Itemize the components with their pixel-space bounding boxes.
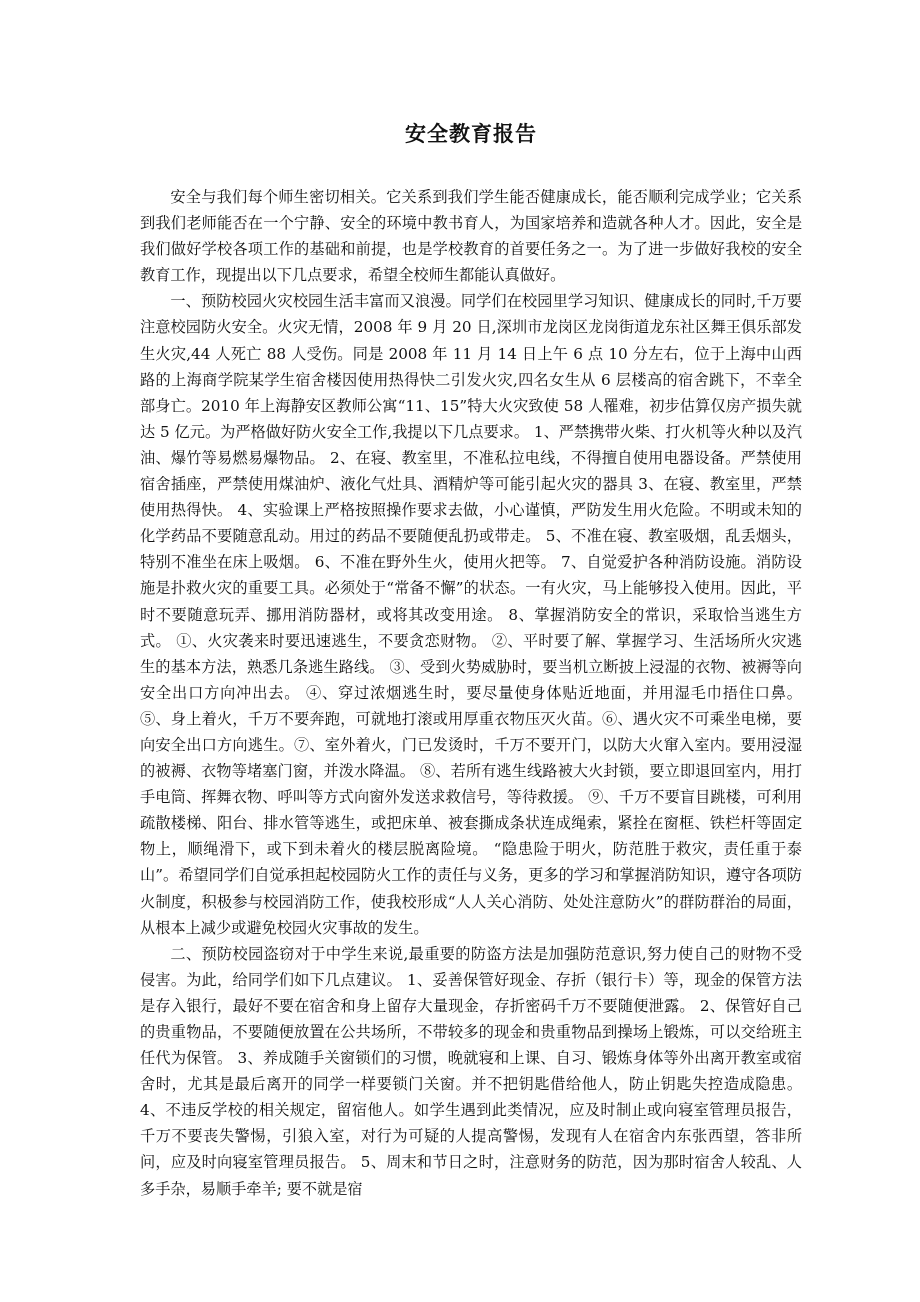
paragraph-intro: 安全与我们每个师生密切相关。它关系到我们学生能否健康成长，能否顺利完成学业；它关系到我们老师能否在一个宁静、安全的环境中教书育人，为国家培养和造就各种人才。因此，安全是我们做好学校各项工作的基础和前提，也是学校教育的首要任务之一。为了进一步做好我校的安全教育工作，现提出以下几点要求，希望全校师生都能认真做好。 bbox=[140, 188, 802, 285]
paragraph-fire-prevention: 一、预防校园火灾校园生活丰富而又浪漫。同学们在校园里学习知识、健康成长的同时,千万要注意校园防火安全。火灾无情，2008 年 9 月 20 日,深圳市龙岗区龙岗街道龙东社区舞王俱乐部发生火灾,44 人死亡 88 人受伤。同是 2008 年 11 月 14 日上午 6 点 10 分左右，位于上海中山西路的上海商学院某学生宿舍楼因使用热得快二引发火灾,四名女生从 6 层楼高的宿舍跳下，不幸全部身亡。2010 年上海静安区教师公寓“11、15”特大火灾致使 58 人罹难，初步估算仅房产损失就达 5 亿元。为严格做好防火安全工作,我提以下几点要求。 1、严禁携带火柴、打火机等火种以及汽油、爆竹等易燃易爆物品。 2、在寝、教室里，不准私拉电线，不得擅自使用电器设备。严禁使用宿舍插座，严禁使用煤油炉、液化气灶具、酒精炉等可能引起火灾的器具 3、在寝、教室里，严禁使用热得快。 4、实验课上严格按照操作要求去做，小心谨慎，严防发生用火危险。不明或未知的化学药品不要随意乱动。用过的药品不要随便乱扔或带走。 5、不准在寝、教室吸烟，乱丢烟头，特别不准坐在床上吸烟。 6、不准在野外生火，使用火把等。 7、自觉爱护各种消防设施。消防设施是扑救火灾的重要工具。必须处于“常备不懈”的状态。一有火灾，马上能够投入使用。因此，平时不要随意玩弄、挪用消防器材，或将其改变用途。 8、掌握消防安全的常识，采取恰当逃生方式。 ①、火灾袭来时要迅速逃生，不要贪恋财物。 ②、平时要了解、掌握学习、生活场所火灾逃生的基本方法，熟悉几条逃生路线。 ③、受到火势威胁时，要当机立断披上浸湿的衣物、被褥等向安全出口方向冲出去。 ④、穿过浓烟逃生时，要尽量使身体贴近地面，并用湿毛巾捂住口鼻。 ⑤、身上着火，千万不要奔跑，可就地打滚或用厚重衣物压灭火苗。⑥、遇火灾不可乘坐电梯，要向安全出口方向逃生。⑦、室外着火，门已发烫时，千万不要开门，以防大火窜入室内。要用浸湿的被褥、衣物等堵塞门窗，并泼水降温。 ⑧、若所有逃生线路被大火封锁，要立即退回室内，用打手电筒、挥舞衣物、呼叫等方式向窗外发送求救信号，等待救援。 ⑨、千万不要盲目跳楼，可利用疏散楼梯、阳台、排水管等逃生，或把床单、被套撕成条状连成绳索，紧拴在窗框、铁栏杆等固定物上，顺绳滑下，或下到未着火的楼层脱离险境。 “隐患险于明火，防范胜于救灾，责任重于泰山”。希望同学们自觉承担起校园防火工作的责任与义务，更多的学习和掌握消防知识，遵守各项防火制度，积极参与校园消防工作，使我校形成“人人关心消防、处处注意防火”的群防群治的局面，从根本上减少或避免校园火灾事故的发生。 bbox=[140, 292, 802, 937]
document-page bbox=[140, 118, 802, 1202]
paragraph-theft-prevention: 二、预防校园盗窃对于中学生来说,最重要的防盗方法是加强防范意识,努力使自己的财物不受侵害。为此，给同学们如下几点建议。 1、妥善保管好现金、存折（银行卡）等，现金的保管方法是存入银行，最好不要在宿舍和身上留存大量现金，存折密码千万不要随便泄露。 2、保管好自己的贵重物品，不要随便放置在公共场所，不带较多的现金和贵重物品到操场上锻炼，可以交给班主任代为保管。 3、养成随手关窗锁们的习惯，晚就寝和上课、自习、锻炼身体等外出离开教室或宿舍时，尤其是最后离开的同学一样要锁门关窗。并不把钥匙借给他人，防止钥匙失控造成隐患。 4、不违反学校的相关规定，留宿他人。如学生遇到此类情况，应及时制止或向寝室管理员报告，千万不要丧失警惕，引狼入室，对行为可疑的人提高警惕，发现有人在宿舍内东张西望，答非所问，应及时向寝室管理员报告。 5、周末和节日之时，注意财务的防范，因为那时宿舍人较乱、人多手杂，易顺手牵羊; 要不就是宿 bbox=[140, 944, 802, 1198]
document-title: 安全教育报告 bbox=[405, 122, 537, 146]
